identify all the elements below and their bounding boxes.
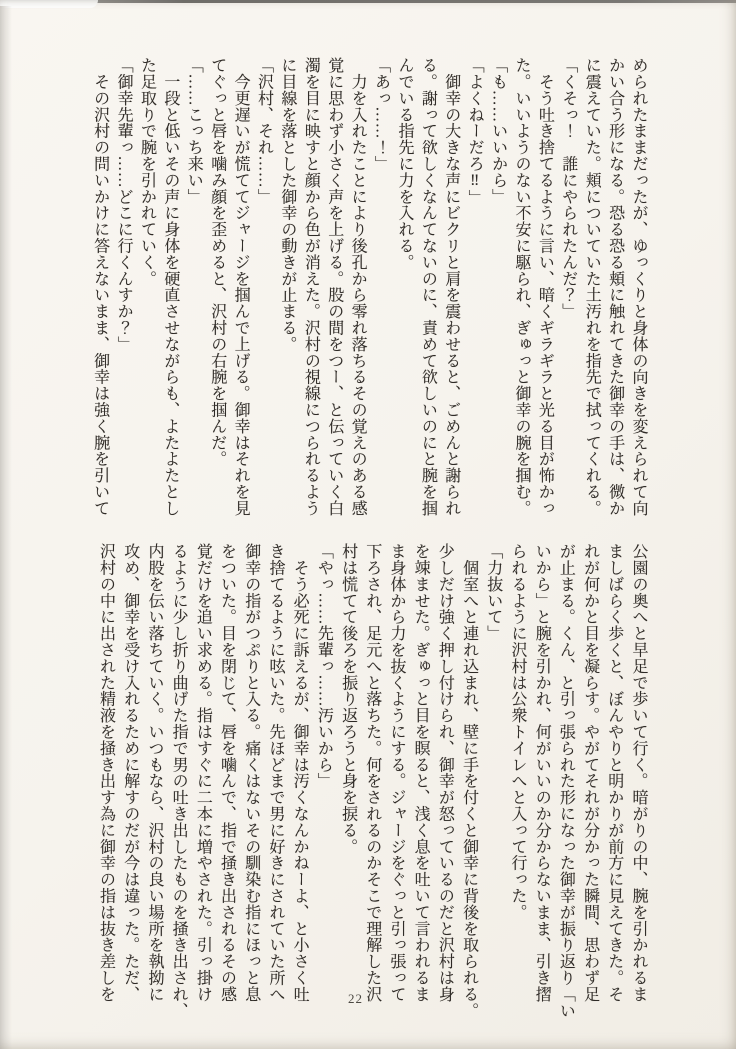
text-line: 「沢村、それ……」: [255, 57, 273, 205]
scan-edge-top: [0, 0, 736, 3]
top-text-block: [88, 57, 650, 521]
text-line: かい合う形になる。恐る恐る頬に触れてきた御幸の手は、微か: [606, 57, 624, 517]
text-line: 「よくねーだろ‼」: [466, 57, 484, 206]
text-line: 覚だけを追い求める。指はすぐに二本に増やされた。引っ掛け: [194, 543, 212, 1003]
text-line: 濁を目に映すと顔から色が消えた。沢村の視線につられるよう: [302, 57, 320, 517]
text-line: 「……こっち来い」: [185, 57, 203, 205]
text-line: その沢村の問いかけに答えないまま、御幸は強く腕を引いて: [91, 57, 109, 517]
text-line: てぐっと唇を噛み顔を歪めると、沢村の右腕を掴んだ。: [208, 57, 226, 467]
text-line: 御幸の大きな声にビクリと肩を震わせると、ごめんと謝られ: [442, 57, 460, 517]
text-line: られるように沢村は公衆トイレへと入って行った。: [508, 543, 526, 921]
text-line: められたままだったが、ゆっくりと身体の向きを変えられて向: [630, 57, 647, 517]
text-line: 御幸の指がつぷりと入る。痛くはないその馴染む指にほっと息: [242, 543, 260, 1003]
text-line: 「力抜いて」: [484, 543, 502, 642]
page-number: 22: [348, 991, 363, 1006]
text-line: 個室へと連れ込まれ、壁に手を付くと御幸に背後を取られる。: [460, 543, 478, 1019]
text-line: ましばらく歩くと、ぼんやりと明かりが前方に見えてきた。そ: [605, 543, 623, 1003]
text-line: 攻め、御幸を受け入れるために解すのだが今は違った。ただ、: [121, 543, 139, 1003]
text-line: が止まる。くん、と引っ張られた形になった御幸が振り返り「い: [557, 543, 575, 1019]
text-line: そう吐き捨てるように言い、暗くギラギラと光る目が怖かっ: [536, 57, 554, 517]
text-line: 下ろされ、足元へと落ちた。何をされるのかそこで理解した沢: [363, 543, 381, 1003]
text-line: れが何かと目を凝らす。やがてそれが分かった瞬間、思わず足: [581, 543, 599, 1003]
text-line: を竦ませた。ぎゅっと目を瞑ると、浅く息を吐いて言われるま: [412, 543, 430, 1003]
text-line: ま身体から力を抜くようにする。ジャージをぐっと引っ張って: [387, 543, 405, 1003]
text-line: るように少し折り曲げた指で男の吐き出したものを掻き出され、: [170, 543, 188, 1019]
text-line: 覚に思わず小さく声を上げる。股の間をつー、と伝っていく白: [325, 57, 343, 517]
text-line: に震えていた。頬についていた土汚れを指先で拭ってくれる。: [583, 57, 601, 517]
text-line: る。謝って欲しくなんてないのに、責めて欲しいのにと腕を掴: [419, 57, 437, 517]
text-line: 「くそっ！ 誰にやられたんだ？」: [559, 57, 577, 320]
text-line: 今更遅いが慌ててジャージを掴んで上げる。御幸はそれを見: [232, 57, 250, 517]
text-line: をついた。目を閉じて、唇を噛んで、指で掻き出されるその感: [218, 543, 236, 1003]
text-line: んでいる指先に力を入れる。: [395, 57, 413, 271]
text-line: に目線を落とした御幸の動きが止まる。: [278, 57, 296, 353]
text-line: た。いいようのない不安に駆られ、ぎゅっと御幸の腕を掴む。: [512, 57, 530, 517]
text-line: 少しだけ強く押し付けられ、御幸が怒っているのだと沢村は身: [436, 543, 454, 1003]
text-line: 「あっ……！」: [372, 57, 390, 172]
text-line: 内股を伝い落ちていく。いつもなら、沢村の良い場所を執拗に: [145, 543, 163, 1003]
text-line: き捨てるように呟いた。先ほどまで男に好きにされていた所へ: [266, 543, 284, 1003]
text-line: いから」と腕を引かれ、何がいいのか分からないまま、引き摺: [533, 543, 551, 1003]
scan-corner-notch: [0, 0, 98, 8]
text-line: 一段と低いその声に身体を硬直させながらも、よたよたとし: [161, 57, 179, 517]
text-line: 公園の奥へと早足で歩いて行く。暗がりの中、腕を引かれるま: [630, 543, 647, 1003]
text-line: 「御幸先輩っ……どこに行くんすか？」: [115, 57, 133, 353]
text-line: そう必死に訴えるが、御幸は汚くなんかねーよ、と小さく吐: [291, 543, 309, 1003]
text-line: 「やっ……先輩っ……汚いから」: [315, 543, 333, 789]
text-line: 村は慌てて後ろを振り返ろうと身を捩る。: [339, 543, 357, 855]
text-line: 「も……いいから」: [489, 57, 507, 205]
text-line: 沢村の中に出された精液を掻き出す為に御幸の指は抜き差しを: [97, 543, 115, 1003]
text-line: 力を入れたことにより後孔から零れ落ちるその覚えのある感: [349, 57, 367, 517]
text-line: た足取りで腕を引かれていく。: [138, 57, 156, 287]
scan-edge-left: [0, 6, 12, 1049]
